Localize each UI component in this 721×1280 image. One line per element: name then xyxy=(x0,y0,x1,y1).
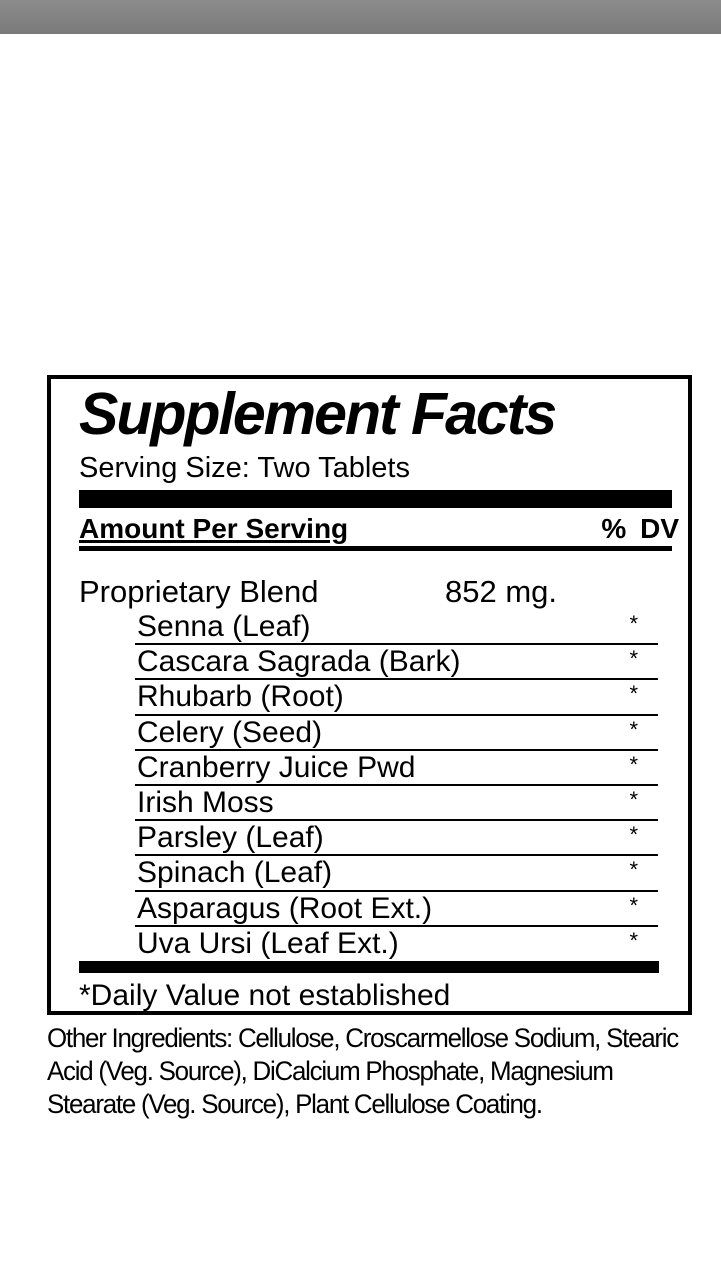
ingredient-row xyxy=(135,645,658,680)
ingredient-dv: * xyxy=(629,857,638,883)
amount-per-serving-label: Amount Per Serving xyxy=(79,513,349,544)
panel-title: Supplement Facts xyxy=(79,381,556,447)
ingredient-name: Parsley (Leaf) xyxy=(137,821,324,855)
ingredient-dv: * xyxy=(629,611,638,636)
ingredient-row xyxy=(135,927,658,962)
other-ingredients: Other Ingredients: Cellulose, Croscarmellose Sodium, Stearic Acid (Veg. Source), DiCalcium Phosphate, Magnesium Stearate (Veg. Source), Plant Cellulose Coating. xyxy=(47,1023,679,1119)
ingredient-name: Senna (Leaf) xyxy=(137,610,311,643)
ingredient-row xyxy=(135,751,658,786)
ingredient-name: Asparagus (Root Ext.) xyxy=(137,891,433,925)
ingredient-dv: * xyxy=(629,681,638,707)
ingredient-row xyxy=(135,892,658,927)
divider-bottom xyxy=(79,961,659,973)
ingredient-name: Uva Ursi (Leaf Ext.) xyxy=(137,926,399,960)
ingredient-name: Cascara Sagrada (Bark) xyxy=(137,645,461,679)
ingredient-name: Cranberry Juice Pwd xyxy=(137,750,416,784)
amount-header-row xyxy=(79,511,679,547)
ingredient-name: Spinach (Leaf) xyxy=(137,856,333,890)
ingredient-dv: * xyxy=(629,927,638,953)
ingredient-row xyxy=(135,680,658,715)
blend-name: Proprietary Blend xyxy=(79,574,319,609)
divider-medium xyxy=(79,546,672,551)
ingredient-row xyxy=(135,610,658,645)
ingredient-dv: * xyxy=(629,716,638,742)
daily-value-footnote: *Daily Value not established xyxy=(79,979,451,1012)
ingredient-dv: * xyxy=(629,786,638,812)
ingredient-row xyxy=(135,856,658,891)
ingredient-dv: * xyxy=(629,892,638,918)
ingredient-name: Celery (Seed) xyxy=(137,715,323,749)
blend-amount: 852 mg. xyxy=(445,574,558,609)
serving-size: Serving Size: Two Tablets xyxy=(79,452,410,484)
ingredient-row xyxy=(135,821,658,856)
ingredient-dv: * xyxy=(629,646,638,672)
ingredient-name: Rhubarb (Root) xyxy=(137,680,344,714)
ingredient-dv: * xyxy=(629,751,638,777)
ingredient-list xyxy=(135,610,658,962)
daily-value-label: % DV xyxy=(601,513,679,544)
supplement-facts-panel xyxy=(47,375,692,1015)
top-status-bar xyxy=(0,0,721,34)
divider-thick xyxy=(79,490,672,508)
ingredient-row xyxy=(135,716,658,751)
ingredient-name: Irish Moss xyxy=(137,785,274,819)
ingredient-row xyxy=(135,786,658,821)
ingredient-dv: * xyxy=(629,822,638,848)
blend-row xyxy=(79,574,679,610)
